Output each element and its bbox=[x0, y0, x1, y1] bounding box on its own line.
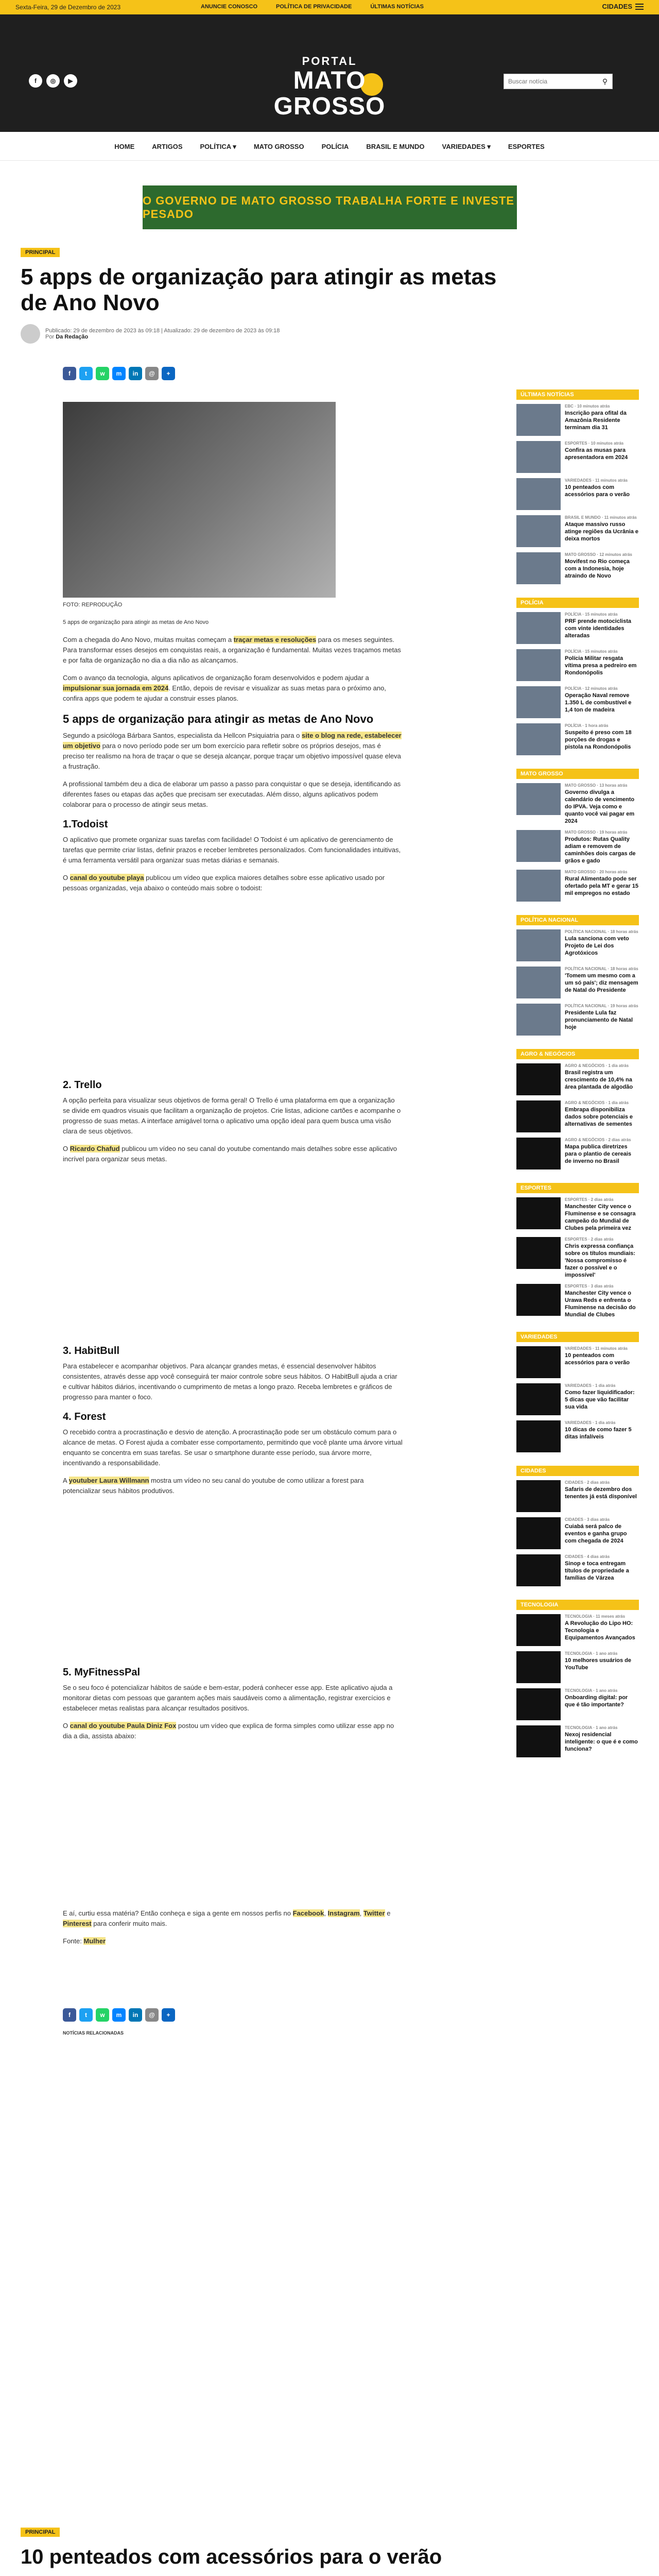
sidebar-item-category: EBC · 10 minutos atrás bbox=[565, 404, 610, 409]
sidebar-item-text bbox=[565, 783, 639, 825]
sidebar-item-text bbox=[565, 1100, 639, 1132]
sidebar-news-item[interactable] bbox=[516, 478, 639, 510]
source-line bbox=[63, 1936, 403, 1946]
sidebar-news-item[interactable] bbox=[516, 1651, 639, 1683]
sidebar-item-category: POLÍCIA · 12 minutos atrás bbox=[565, 686, 618, 691]
sidebar-section-heading[interactable]: ESPORTES bbox=[516, 1183, 639, 1193]
sidebar-item-text bbox=[565, 552, 639, 584]
sidebar-item-text bbox=[565, 1614, 639, 1646]
author-avatar bbox=[21, 324, 40, 344]
share-messenger-icon[interactable]: m bbox=[112, 2008, 126, 2022]
sidebar-item-category: TECNOLOGIA · 1 ano atrás bbox=[565, 1725, 618, 1730]
outro-and: e bbox=[387, 1909, 391, 1917]
sidebar-item-title[interactable]: Rural Alimentado pode ser ofertado pela MT e gerar 15 mil empregos no estado bbox=[565, 876, 639, 896]
video-embed-2[interactable] bbox=[63, 1172, 403, 1336]
sidebar-section-heading[interactable]: MATO GROSSO bbox=[516, 769, 639, 779]
sidebar-item-text bbox=[565, 1517, 639, 1549]
sidebar-item-title[interactable]: Lula sanciona com veto Projeto de Lei dos Agrotóxicos bbox=[565, 936, 629, 956]
sidebar-thumbnail[interactable] bbox=[516, 1004, 561, 1036]
app-2-video-intro bbox=[63, 1144, 403, 1164]
sidebar-thumbnail[interactable] bbox=[516, 870, 561, 902]
sidebar-item-text bbox=[565, 1554, 639, 1586]
sidebar-item-title[interactable]: Ataque massivo russo atinge regiões da Ucrânia e deixa mortos bbox=[565, 521, 639, 542]
sidebar-thumbnail[interactable] bbox=[516, 1063, 561, 1095]
sidebar-item-title[interactable]: Presidente Lula faz pronunciamento de Natal hoje bbox=[565, 1010, 633, 1030]
top-bar bbox=[0, 0, 659, 14]
share-whatsapp-icon[interactable]: w bbox=[96, 2008, 109, 2022]
share-twitter-icon[interactable]: t bbox=[79, 367, 93, 380]
app-1-video-intro bbox=[63, 873, 403, 893]
sidebar-news-item[interactable] bbox=[516, 1688, 639, 1720]
sidebar-item-text bbox=[565, 404, 639, 436]
sidebar-thumbnail[interactable] bbox=[516, 830, 561, 862]
sidebar-thumbnail[interactable] bbox=[516, 1383, 561, 1415]
sidebar-item-text bbox=[565, 686, 639, 718]
paragraph-4: A profissional também deu a dica de elaborar um passo a passo para conquistar o que se deseja, identificando as diferentes fases ou etapas das ações que precisam ser executadas. Além disso, alguns aplicativos podem colaborar para o processo de atingir seus metas. bbox=[63, 780, 401, 808]
share-email-icon[interactable]: @ bbox=[145, 367, 159, 380]
nav-home[interactable]: HOME bbox=[114, 143, 135, 150]
share-bar bbox=[21, 367, 175, 380]
ad-banner[interactable]: O GOVERNO DE MATO GROSSO TRABALHA FORTE E INVESTE PESADO bbox=[143, 185, 517, 229]
sidebar-thumbnail[interactable] bbox=[516, 515, 561, 547]
article-title: 5 apps de organização para atingir as metas de Ano Novo bbox=[21, 264, 497, 315]
sidebar-item-title[interactable]: Suspeito é preso com 18 porções de drogas e pistola na Rondonópolis bbox=[565, 730, 632, 750]
sidebar-thumbnail[interactable] bbox=[516, 1100, 561, 1132]
sidebar-item-category: TECNOLOGIA · 1 ano atrás bbox=[565, 1651, 618, 1656]
sidebar-thumbnail[interactable] bbox=[516, 1420, 561, 1452]
share-facebook-icon[interactable]: f bbox=[63, 2008, 76, 2022]
article-author[interactable]: Da Redação bbox=[56, 334, 89, 340]
s4-pre: A bbox=[63, 1477, 67, 1484]
p3-text-a: Segundo a psicóloga Bárbara Santos, especialista da Hellcon Psiquiatria para o bbox=[63, 732, 300, 739]
sidebar-item-title[interactable]: Mapa publica diretrizes para o plantio de cereais de inverno no Brasil bbox=[565, 1144, 631, 1164]
sidebar-item-text bbox=[565, 1480, 639, 1512]
link-site[interactable]: site o blog na rede bbox=[301, 732, 361, 739]
source-link[interactable]: Mulher bbox=[83, 1937, 106, 1945]
site-header bbox=[0, 14, 659, 132]
sidebar-news-item[interactable] bbox=[516, 612, 639, 644]
sidebar-item-category: POLÍCIA · 15 minutos atrás bbox=[565, 612, 618, 617]
s1-post: publicou um vídeo que explica maiores detalhes sobre esse aplicativo usado por pessoas organizadas, veja abaixo o conteúdo mais sobre o todoist: bbox=[63, 874, 385, 892]
facebook-icon[interactable]: f bbox=[29, 74, 42, 88]
sidebar-item-category: CIDADES · 4 dias atrás bbox=[565, 1554, 610, 1559]
next-category-badge[interactable]: PRINCIPAL bbox=[21, 2528, 60, 2537]
site-logo[interactable] bbox=[273, 55, 386, 120]
sidebar-item-category: ESPORTES · 2 dias atrás bbox=[565, 1197, 614, 1202]
sidebar-item-category: TECNOLOGIA · 11 meses atrás bbox=[565, 1614, 626, 1619]
app-4-heading: 4. Forest bbox=[63, 1411, 106, 1422]
sidebar-item-title[interactable]: Confira as musas para apresentadora em 2024 bbox=[565, 447, 628, 461]
outro-text: E aí, curtiu essa matéria? Então conheça e siga a gente em nossos perfis no bbox=[63, 1909, 291, 1917]
sidebar-thumbnail[interactable] bbox=[516, 1480, 561, 1512]
sidebar-item-text bbox=[565, 1284, 639, 1318]
related-news-label: NOTÍCIAS RELACIONADAS bbox=[63, 2030, 124, 2036]
sidebar-item-text bbox=[565, 723, 639, 755]
sidebar-item-title[interactable]: Cuiabá será palco de eventos e ganha grupo com chegada de 2024 bbox=[565, 1523, 627, 1544]
sidebar-item-title[interactable]: Onboarding digital: por que é tão importante? bbox=[565, 1694, 628, 1708]
sidebar-item-text bbox=[565, 870, 639, 902]
sidebar-item-text bbox=[565, 1063, 639, 1095]
sidebar-item-text bbox=[565, 1383, 639, 1415]
s1-pre: O bbox=[63, 874, 68, 882]
sidebar-item-category: MATO GROSSO · 13 horas atrás bbox=[565, 783, 628, 788]
sidebar-item-category: POLÍCIA · 15 minutos atrás bbox=[565, 649, 618, 654]
sidebar-item-title[interactable]: 10 melhores usuários de YouTube bbox=[565, 1657, 631, 1671]
sidebar-item-title[interactable]: Safaris de dezembro dos tenentes já está disponível bbox=[565, 1486, 637, 1500]
cidades-menu-button[interactable] bbox=[602, 3, 644, 10]
sidebar-item-title[interactable]: A Revolução do Lipo HO: Tecnologia e Equipamentos Avançados bbox=[565, 1620, 635, 1641]
sidebar-item-text bbox=[565, 1651, 639, 1683]
current-date: Sexta-Feira, 29 de Dezembro de 2023 bbox=[15, 4, 121, 11]
share-more-icon[interactable]: + bbox=[162, 367, 175, 380]
hamburger-icon bbox=[635, 4, 644, 10]
sidebar-item-title[interactable]: Como fazer liquidificador: 5 dicas que vão facilitar sua vida bbox=[565, 1389, 635, 1410]
section-heading: 5 apps de organização para atingir as metas de Ano Novo bbox=[63, 713, 374, 725]
sidebar-news-item[interactable] bbox=[516, 1346, 639, 1378]
p1-text-c: para os meses seguintes. Para transformar esses desejos em conquistas reais, a organização é fundamental. Muitas vezes traçamos metas e por falta de organização no dia a dia não as alcançamos. bbox=[63, 636, 401, 664]
source-label: Fonte: bbox=[63, 1937, 82, 1945]
advertise-link[interactable]: ANUNCIE CONOSCO bbox=[201, 4, 258, 10]
share-linkedin-icon[interactable]: in bbox=[129, 367, 142, 380]
nav-variedades[interactable]: VARIEDADES ▾ bbox=[442, 143, 491, 150]
sidebar-thumbnail[interactable] bbox=[516, 552, 561, 584]
cidades-label: CIDADES bbox=[602, 3, 632, 10]
sidebar-item-title[interactable]: Nexoj residencial inteligente: o que é e como funciona? bbox=[565, 1732, 638, 1752]
share-email-icon[interactable]: @ bbox=[145, 2008, 159, 2022]
top-links bbox=[201, 4, 424, 10]
sidebar-item-text bbox=[565, 1725, 639, 1757]
sidebar-item-text bbox=[565, 1420, 639, 1452]
app-2-heading: 2. Trello bbox=[63, 1079, 102, 1091]
sidebar-thumbnail[interactable] bbox=[516, 1688, 561, 1720]
sidebar-item-text bbox=[565, 1004, 639, 1036]
link-metas[interactable]: traçar metas e resoluções bbox=[233, 636, 317, 643]
instagram-icon[interactable]: ◎ bbox=[46, 74, 60, 88]
sidebar-item-category: MATO GROSSO · 19 horas atrás bbox=[565, 830, 628, 835]
sidebar-thumbnail[interactable] bbox=[516, 1517, 561, 1549]
next-article bbox=[21, 2527, 499, 2576]
youtube-icon[interactable]: ▶ bbox=[64, 74, 77, 88]
sidebar-news-item[interactable] bbox=[516, 649, 639, 681]
sidebar-news-item[interactable] bbox=[516, 1420, 639, 1452]
sidebar-item-title[interactable]: Chris expressa confiança sobre os títulos mundiais: 'Nossa compromisso é fazer o possível e o impossível' bbox=[565, 1243, 635, 1278]
paragraph-2 bbox=[63, 673, 403, 704]
privacy-link[interactable]: POLÍTICA DE PRIVACIDADE bbox=[276, 4, 352, 10]
sidebar-item-category: TECNOLOGIA · 1 ano atrás bbox=[565, 1688, 618, 1693]
sidebar-news-item[interactable] bbox=[516, 1480, 639, 1512]
sidebar-section-heading[interactable]: VARIEDADES bbox=[516, 1332, 639, 1342]
sidebar-item-category: VARIEDADES · 1 dia atrás bbox=[565, 1383, 616, 1388]
share-messenger-icon[interactable]: m bbox=[112, 367, 126, 380]
link-canal-playa[interactable]: canal do youtube playa bbox=[70, 874, 144, 882]
sidebar-news-item[interactable] bbox=[516, 404, 639, 436]
share-linkedin-icon[interactable]: in bbox=[129, 2008, 142, 2022]
sidebar-thumbnail[interactable] bbox=[516, 441, 561, 473]
sidebar-item-category: POLÍTICA NACIONAL · 18 horas atrás bbox=[565, 967, 638, 971]
sidebar-item-text bbox=[565, 1197, 639, 1232]
sidebar-news-item[interactable] bbox=[516, 1383, 639, 1415]
sidebar-item-title[interactable]: Embrapa disponibiliza dados sobre potenciais e alternativas de sementes bbox=[565, 1107, 633, 1127]
sidebar-item-title[interactable]: Produtos: Rutas Quality adiam e removem de caminhões dois cargas de grãos e gado bbox=[565, 836, 636, 864]
app-2-text: A opção perfeita para visualizar seus objetivos de forma geral! O Trello é uma plataforma em que a organização se divide em quadros visuais que facilitam a organização de projetos. Crie listas, adicione cartões e acompanhe o progresso de suas metas. A interface amigável torna o aplicativo uma opção ideal para quem busca uma visão clara de seus objetivos. bbox=[63, 1096, 401, 1135]
sidebar-news-item[interactable] bbox=[516, 723, 639, 755]
app-1-heading: 1.Todoist bbox=[63, 819, 108, 830]
share-bar-bottom bbox=[63, 2008, 403, 2022]
s2-post: publicou um vídeo no seu canal do youtube comentando mais detalhes sobre esse aplicativo incrível para organizar seus metas. bbox=[63, 1145, 397, 1163]
paragraph-3 bbox=[63, 731, 403, 772]
sidebar-thumbnail[interactable] bbox=[516, 1346, 561, 1378]
sidebar-section-heading[interactable]: AGRO & NEGÓCIOS bbox=[516, 1049, 639, 1059]
sidebar-thumbnail[interactable] bbox=[516, 1554, 561, 1586]
sidebar-section-heading[interactable]: CIDADES bbox=[516, 1466, 639, 1476]
sidebar-thumbnail[interactable] bbox=[516, 686, 561, 718]
link-ricardo[interactable]: Ricardo Chafud bbox=[70, 1145, 120, 1153]
sidebar-news-item[interactable] bbox=[516, 929, 639, 961]
sidebar-thumbnail[interactable] bbox=[516, 1284, 561, 1316]
sidebar-section-heading[interactable]: POLÍCIA bbox=[516, 598, 639, 608]
main-nav bbox=[0, 132, 659, 161]
sidebar-news-item[interactable] bbox=[516, 1614, 639, 1646]
s5-post: postou um vídeo que explica de forma simples como utilizar esse app no dia a dia, assista abaixo: bbox=[63, 1722, 394, 1740]
sidebar-news-item[interactable] bbox=[516, 830, 639, 865]
sidebar-item-category: MATO GROSSO · 12 minutos atrás bbox=[565, 552, 632, 557]
latest-news-link[interactable]: ÚLTIMAS NOTÍCIAS bbox=[370, 4, 424, 10]
video-embed-3[interactable] bbox=[63, 1503, 403, 1658]
sidebar-thumbnail[interactable] bbox=[516, 404, 561, 436]
logo-line2: MATO GROSSO bbox=[273, 67, 386, 120]
sidebar-thumbnail[interactable] bbox=[516, 723, 561, 755]
sidebar-item-title[interactable]: Manchester City vence o Fluminense e se consagra campeão do Mundial de Clubes pela primeira vez bbox=[565, 1204, 636, 1231]
app-5-heading: 5. MyFitnessPal bbox=[63, 1667, 141, 1678]
article-photo bbox=[63, 402, 336, 598]
sidebar-section-heading[interactable]: TECNOLOGIA bbox=[516, 1600, 639, 1610]
share-facebook-icon[interactable]: f bbox=[63, 367, 76, 380]
paragraph-1 bbox=[63, 635, 403, 666]
sidebar-item-category: VARIEDADES · 11 minutos atrás bbox=[565, 1346, 628, 1351]
search-box bbox=[504, 74, 613, 89]
app-4-video-intro bbox=[63, 1476, 403, 1496]
sidebar-item-title[interactable]: 10 dicas de como fazer 5 ditas infalíveis bbox=[565, 1427, 632, 1440]
sidebar-item-category: POLÍTICA NACIONAL · 19 horas atrás bbox=[565, 1004, 638, 1008]
sidebar-thumbnail[interactable] bbox=[516, 1138, 561, 1170]
app-4-text: O recebido contra a procrastinação e desvio de atenção. A procrastinação pode ser um obstáculo comum para o alcance de metas. O Forest ajuda a combater esse comportamento, permitindo que você plante uma árvore virtual enquanto se concentra em suas tarefas. Se usar o smartphone durante esse período, sua árvore morre, incentivando a responsabilidade. bbox=[63, 1428, 403, 1467]
s2-pre: O bbox=[63, 1145, 68, 1153]
sidebar-thumbnail[interactable] bbox=[516, 783, 561, 815]
sidebar-news-item[interactable] bbox=[516, 1197, 639, 1232]
sidebar-item-text bbox=[565, 830, 639, 865]
sidebar-item-title[interactable]: Sinop e toca entregam títulos de propriedade a famílias de Várzea bbox=[565, 1561, 629, 1581]
sidebar-thumbnail[interactable] bbox=[516, 649, 561, 681]
sidebar-item-category: POLÍCIA · 1 hora atrás bbox=[565, 723, 609, 728]
sidebar-item-text bbox=[565, 929, 639, 961]
sidebar-item-title[interactable]: Polícia Militar resgata vítima presa a pedreiro em Rondonópolis bbox=[565, 655, 637, 676]
search-input[interactable] bbox=[504, 75, 598, 88]
sidebar-thumbnail[interactable] bbox=[516, 478, 561, 510]
sidebar-news-item[interactable] bbox=[516, 1100, 639, 1132]
video-embed-4[interactable] bbox=[63, 1749, 403, 1908]
sidebar-news-item[interactable] bbox=[516, 1138, 639, 1170]
sidebar bbox=[516, 376, 639, 1762]
share-whatsapp-icon[interactable]: w bbox=[96, 367, 109, 380]
sidebar-news-item[interactable] bbox=[516, 967, 639, 998]
photo-caption: FOTO: REPRODUÇÃO bbox=[63, 602, 123, 608]
p2-text-a: Com o avanço da tecnologia, alguns aplicativos de organização foram desenvolvidos e podem ajudar a bbox=[63, 674, 369, 682]
next-article-title[interactable]: 10 penteados com acessórios para o verão bbox=[21, 2546, 442, 2568]
sidebar-item-category: ESPORTES · 2 dias atrás bbox=[565, 1237, 614, 1242]
sidebar-item-text bbox=[565, 1688, 639, 1720]
sidebar-item-category: VARIEDADES · 11 minutos atrás bbox=[565, 478, 628, 483]
link-jornada[interactable]: impulsionar sua jornada em 2024 bbox=[63, 684, 169, 692]
sidebar-item-title[interactable]: Movifest no Rio começa com a Indonesia, hoje atraindo de Novo bbox=[565, 558, 630, 579]
sidebar-item-text bbox=[565, 1346, 639, 1378]
sidebar-thumbnail[interactable] bbox=[516, 929, 561, 961]
sidebar-news-item[interactable] bbox=[516, 1063, 639, 1095]
nav-mato-grosso[interactable]: MATO GROSSO bbox=[253, 143, 304, 150]
share-twitter-icon[interactable]: t bbox=[79, 2008, 93, 2022]
link-pinterest[interactable]: Pinterest bbox=[63, 1920, 92, 1927]
sidebar-section-heading[interactable]: POLÍTICA NACIONAL bbox=[516, 915, 639, 925]
sidebar-item-title[interactable]: Operação Naval remove 1.350 L de combustível e 1,4 ton de madeira bbox=[565, 692, 632, 713]
link-facebook[interactable]: Facebook bbox=[292, 1909, 324, 1917]
app-3-text: Para estabelecer e acompanhar objetivos. Para alcançar grandes metas, é essencial desenvolver hábitos consistentes, através desse app você conseguirá ter maior controle sobre seus hábitos. O HabitBull ajuda a criar e cultivar hábitos diários, incentivando o cumprimento de metas a longo prazo. Receba lembretes e gráficos de progresso para manter o foco. bbox=[63, 1362, 397, 1401]
outro-paragraph: E aí, curtiu essa matéria? Então conheça e siga a gente em nossos perfis no Facebook, Instagram, Twitter e Pinterest para conferir muito mais. bbox=[63, 1909, 391, 1927]
app-1-text: O aplicativo que promete organizar suas tarefas com facilidade! O Todoist é um aplicativo de gerenciamento de tarefas que permite criar listas, definir prazos e receber lembretes personalizados. Com funcionalidades intuitivas, é uma ferramenta versátil para organizar suas metas diárias e semanais. bbox=[63, 836, 401, 864]
sidebar-news-item[interactable] bbox=[516, 1004, 639, 1036]
article-date: Publicado: 29 de dezembro de 2023 às 09:18 | Atualizado: 29 de dezembro de 2023 às 09:18 bbox=[45, 328, 280, 334]
sidebar-news-item[interactable] bbox=[516, 783, 639, 825]
sidebar-item-title[interactable]: Inscrição para ofital da Amazônia Residente terminam dia 31 bbox=[565, 410, 627, 431]
social-links bbox=[29, 74, 77, 88]
app-5-text: Se o seu foco é potencializar hábitos de saúde e bem-estar, poderá conhecer esse app. Este aplicativo ajuda a monitorar dietas com pessoas que garantem ações mais saudáveis como a alimentação, registrar exercícios e estabelecer metas realistas para alcançar resultados positivos. bbox=[63, 1684, 393, 1712]
sidebar-item-title[interactable]: 10 penteados com acessórios para o verão bbox=[565, 484, 630, 498]
main-article bbox=[21, 247, 499, 344]
sidebar-item-text bbox=[565, 515, 639, 547]
app-5-video-intro bbox=[63, 1721, 403, 1741]
sidebar-news-item[interactable] bbox=[516, 441, 639, 473]
sidebar-item-title[interactable]: Governo divulga a calendário de vencimento do IPVA. Veja como e quanto você vai pagar em 2024 bbox=[565, 789, 635, 824]
sidebar-news-item[interactable] bbox=[516, 1554, 639, 1586]
sidebar-item-category: AGRO & NEGÓCIOS · 2 dias atrás bbox=[565, 1138, 631, 1142]
p2-text-c: . Então, depois de revisar e visualizar as suas metas para o próximo ano, confira apps que podem te ajudar a construir esses planos. bbox=[63, 684, 386, 702]
article-meta: Publicado: 29 de dezembro de 2023 às 09:18 | Atualizado: 29 de dezembro de 2023 às 09:18 Por Da Redação bbox=[21, 324, 499, 344]
search-icon[interactable]: ⚲ bbox=[602, 77, 608, 86]
sidebar-item-category: ESPORTES · 3 dias atrás bbox=[565, 1284, 614, 1289]
p1-text-a: Com a chegada do Ano Novo, muitas muitas começam a bbox=[63, 636, 232, 643]
sidebar-news-item[interactable] bbox=[516, 1725, 639, 1757]
sidebar-news-item[interactable] bbox=[516, 515, 639, 547]
sidebar-item-category: AGRO & NEGÓCIOS · 1 dia atrás bbox=[565, 1100, 629, 1105]
sidebar-item-title[interactable]: 10 penteados com acessórios para o verão bbox=[565, 1352, 630, 1366]
sidebar-item-text bbox=[565, 612, 639, 644]
nav-esportes[interactable]: ESPORTES bbox=[508, 143, 545, 150]
link-paula[interactable]: canal do youtube Paula Diniz Fox bbox=[70, 1722, 177, 1730]
sidebar-news-item[interactable] bbox=[516, 870, 639, 902]
sidebar-item-title[interactable]: Brasil registra um crescimento de 10,4% na área plantada de algodão bbox=[565, 1070, 633, 1090]
sidebar-thumbnail[interactable] bbox=[516, 1725, 561, 1757]
outro-end: para conferir muito mais. bbox=[93, 1920, 167, 1927]
article-body bbox=[63, 402, 403, 2045]
sidebar-item-text bbox=[565, 967, 639, 998]
sidebar-thumbnail[interactable] bbox=[516, 1237, 561, 1269]
sidebar-thumbnail[interactable] bbox=[516, 612, 561, 644]
sidebar-item-category: ESPORTES · 10 minutos atrás bbox=[565, 441, 624, 446]
sidebar-item-category: BRASIL E MUNDO · 11 minutos atrás bbox=[565, 515, 637, 520]
p3-text-d: para o novo período pode ser um bom exercício para refletir sobre os próprios desejos, mas é preciso ter realismo na hora de traçar o que se deseja alcançar, porque traçar um objetivo impossível quase eleva a frustração. bbox=[63, 742, 401, 770]
sidebar-item-category: VARIEDADES · 1 dia atrás bbox=[565, 1420, 616, 1425]
sidebar-news-item[interactable] bbox=[516, 1284, 639, 1318]
sidebar-item-text bbox=[565, 649, 639, 681]
nav-policia[interactable]: POLÍCIA bbox=[321, 143, 349, 150]
sidebar-news-item[interactable] bbox=[516, 552, 639, 584]
link-laura[interactable]: youtuber Laura Willmann bbox=[68, 1477, 149, 1484]
share-more-icon[interactable]: + bbox=[162, 2008, 175, 2022]
sidebar-news-item[interactable] bbox=[516, 1517, 639, 1549]
sidebar-item-category: MATO GROSSO · 20 horas atrás bbox=[565, 870, 628, 874]
sidebar-news-item[interactable] bbox=[516, 1237, 639, 1279]
sidebar-thumbnail[interactable] bbox=[516, 967, 561, 998]
sidebar-item-text bbox=[565, 1237, 639, 1279]
app-3-heading: 3. HabitBull bbox=[63, 1345, 120, 1357]
sidebar-item-text bbox=[565, 1138, 639, 1170]
sidebar-item-text bbox=[565, 478, 639, 510]
sidebar-item-title[interactable]: Manchester City vence o Urawa Reds e enfrenta o Fluminense na decisão do Mundial de Clubes bbox=[565, 1290, 636, 1318]
sidebar-item-title[interactable]: 'Tomem um mesmo com a um só país'; diz mensagem de Natal do Presidente bbox=[565, 973, 638, 993]
nav-politica[interactable]: POLÍTICA ▾ bbox=[200, 143, 236, 150]
link-objetivo[interactable]: , estabelecer um objetivo bbox=[63, 732, 402, 750]
sidebar-item-category: CIDADES · 3 dias atrás bbox=[565, 1517, 610, 1522]
sidebar-thumbnail[interactable] bbox=[516, 1651, 561, 1683]
sidebar-thumbnail[interactable] bbox=[516, 1197, 561, 1229]
video-embed-1[interactable] bbox=[63, 901, 403, 1071]
s5-pre: O bbox=[63, 1722, 68, 1730]
category-badge[interactable]: PRINCIPAL bbox=[21, 248, 60, 257]
logo-line1: PORTAL bbox=[302, 55, 357, 67]
s4-post: mostra um vídeo no seu canal do youtube de como utilizar a forest para potencializar seus hábitos produtivos. bbox=[63, 1477, 364, 1495]
sidebar-item-category: CIDADES · 2 dias atrás bbox=[565, 1480, 610, 1485]
link-twitter[interactable]: Twitter bbox=[363, 1909, 385, 1917]
sidebar-section-heading[interactable]: ÚLTIMAS NOTÍCIAS bbox=[516, 389, 639, 400]
sidebar-item-text bbox=[565, 441, 639, 473]
sidebar-item-title[interactable]: PRF prende motociclista com vinte identidades alteradas bbox=[565, 618, 631, 639]
nav-artigos[interactable]: ARTIGOS bbox=[152, 143, 183, 150]
photo-subcaption: 5 apps de organização para atingir as metas de Ano Novo bbox=[63, 619, 209, 625]
sidebar-item-category: AGRO & NEGÓCIOS · 1 dia atrás bbox=[565, 1063, 629, 1068]
nav-brasil-mundo[interactable]: BRASIL E MUNDO bbox=[366, 143, 425, 150]
sidebar-item-category: POLÍTICA NACIONAL · 18 horas atrás bbox=[565, 929, 638, 934]
sidebar-thumbnail[interactable] bbox=[516, 1614, 561, 1646]
sidebar-news-item[interactable] bbox=[516, 686, 639, 718]
link-instagram[interactable]: Instagram bbox=[327, 1909, 360, 1917]
